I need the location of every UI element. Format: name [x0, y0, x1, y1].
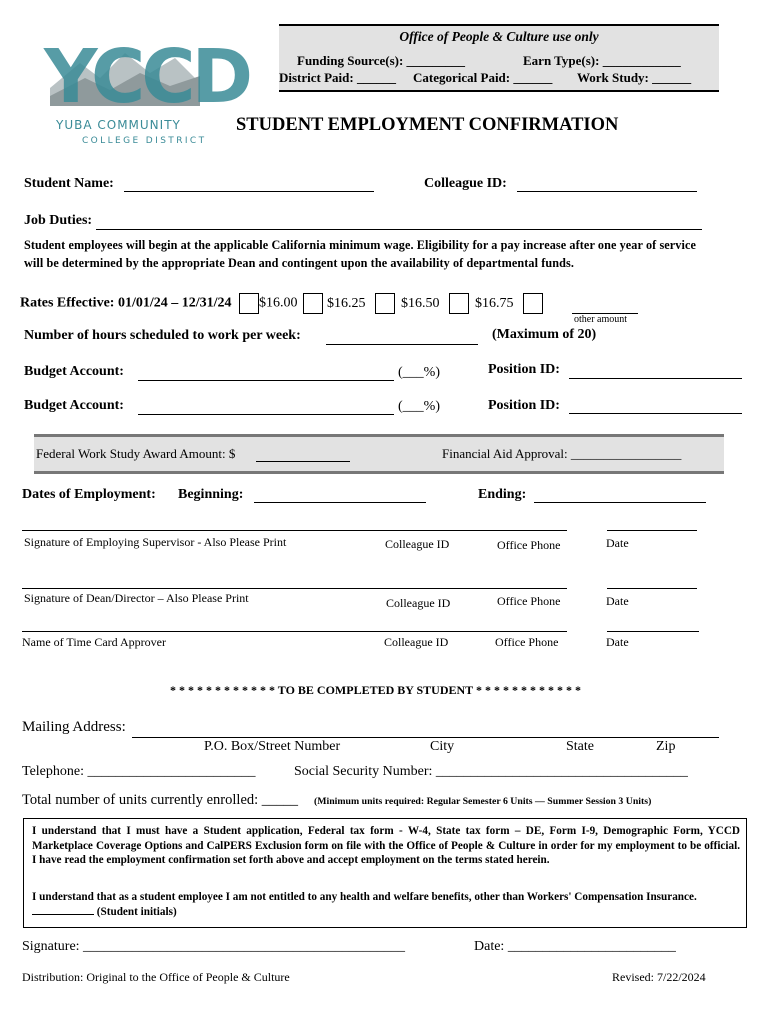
certification-paragraph-2 — [32, 890, 740, 919]
budget-account-field-2[interactable] — [138, 414, 394, 415]
ending-label: Ending: — [478, 487, 527, 502]
student-name-label: Student Name: — [24, 176, 114, 191]
position-id-field-1[interactable] — [569, 378, 742, 379]
work-study-field[interactable]: Work Study: ______ — [577, 70, 692, 85]
student-initials-label: (Student initials) — [96, 905, 177, 918]
position-id-field-2[interactable] — [569, 413, 742, 414]
beginning-label: Beginning: — [178, 487, 244, 502]
rate-checkbox-1650[interactable] — [375, 293, 395, 314]
categorical-paid-field[interactable]: Categorical Paid: ______ — [413, 70, 553, 85]
approver-date-line[interactable] — [607, 631, 699, 632]
colleague-id-field[interactable] — [517, 191, 697, 192]
funding-source-field[interactable]: Funding Source(s): _________ — [297, 53, 466, 68]
job-duties-field[interactable] — [96, 229, 702, 230]
rate-checkbox-1675[interactable] — [449, 293, 469, 314]
dates-employment-label: Dates of Employment: — [22, 487, 156, 502]
form-title: STUDENT EMPLOYMENT CONFIRMATION — [236, 115, 619, 135]
financial-aid-approval[interactable]: Financial Aid Approval: _________________ — [442, 446, 682, 461]
wage-notice: Student employees will begin at the applicable California minimum wage. Eligibility for a pay increase after one year of service will be determined by the appropriate Dean and contingent upon the availability of departmental funds. — [24, 238, 696, 270]
yccd-logo — [40, 28, 249, 153]
supervisor-signature-line[interactable] — [22, 530, 567, 531]
colleague-id-label: Colleague ID: — [424, 176, 507, 191]
hours-label: Number of hours scheduled to work per week: — [24, 328, 301, 343]
supervisor-date-line[interactable] — [607, 530, 697, 531]
hours-max: (Maximum of 20) — [492, 327, 597, 342]
budget-account-label-2: Budget Account: — [24, 398, 124, 413]
dean-signature-label: Signature of Dean/Director – Also Please Print — [24, 591, 249, 605]
budget-percent-2[interactable]: (___%) — [398, 399, 440, 414]
position-id-label-1: Position ID: — [488, 362, 560, 377]
district-paid-field[interactable]: District Paid: ______ — [279, 70, 396, 85]
logo-letters: YCCD — [44, 34, 249, 120]
mailing-address-label: Mailing Address: — [22, 719, 126, 735]
dean-date-line[interactable] — [607, 588, 697, 589]
dean-id-label: Colleague ID — [386, 596, 451, 610]
dean-signature-line[interactable] — [22, 588, 567, 589]
rate-checkbox-other[interactable] — [523, 293, 543, 314]
rate-option-1625: $16.25 — [327, 295, 366, 311]
job-duties-label: Job Duties: — [24, 213, 93, 228]
budget-account-field-1[interactable] — [138, 380, 394, 381]
rate-option-1650: $16.50 — [401, 295, 440, 311]
earn-type-field[interactable]: Earn Type(s): ____________ — [523, 53, 681, 68]
work-study-box — [34, 434, 724, 474]
approver-name-line[interactable] — [22, 631, 567, 632]
student-date-field[interactable]: Date: ________________________ — [474, 939, 676, 954]
rate-checkbox-1625[interactable] — [303, 293, 323, 314]
revision-date: Revised: 7/22/2024 — [612, 970, 706, 984]
other-amount-label: other amount — [574, 314, 628, 325]
rates-effective-label: Rates Effective: 01/01/24 – 12/31/24 — [20, 295, 232, 311]
logo-mark-icon — [40, 28, 249, 120]
rate-option-1675: $16.75 — [475, 295, 514, 311]
logo-line1: YUBA COMMUNITY — [56, 118, 181, 132]
fws-amount-label: Federal Work Study Award Amount: $ — [36, 446, 236, 461]
logo-line2: COLLEGE DISTRICT — [82, 136, 207, 146]
fws-amount-field[interactable] — [256, 461, 350, 462]
dean-date-label: Date — [606, 594, 629, 608]
office-use-title: Office of People & Culture use only — [399, 29, 599, 44]
student-name-field[interactable] — [124, 191, 374, 192]
student-signature-field[interactable]: Signature: ______________________________________________ — [22, 939, 406, 954]
units-requirement-note: (Minimum units required: Regular Semester 6 Units — Summer Session 3 Units) — [314, 796, 652, 807]
mailing-address-field[interactable] — [132, 737, 719, 738]
supervisor-id-label: Colleague ID — [385, 537, 450, 551]
units-enrolled-field[interactable]: Total number of units currently enrolled: _____ — [22, 792, 299, 808]
ssn-field[interactable]: Social Security Number: ____________________________________ — [294, 764, 688, 779]
office-use-box — [279, 24, 719, 92]
certification-box — [23, 818, 747, 928]
student-initials-field[interactable] — [32, 914, 94, 915]
address-street-label: P.O. Box/Street Number — [204, 739, 341, 754]
distribution-note: Distribution: Original to the Office of People & Culture — [22, 970, 290, 984]
rates-row — [20, 293, 543, 314]
budget-account-label-1: Budget Account: — [24, 364, 124, 379]
supervisor-signature-label: Signature of Employing Supervisor - Also Please Print — [24, 535, 287, 549]
budget-percent-1[interactable]: (___%) — [398, 365, 440, 380]
approver-id-label: Colleague ID — [384, 635, 449, 649]
dean-phone-label: Office Phone — [497, 594, 561, 608]
ending-field[interactable] — [534, 502, 706, 503]
address-city-label: City — [430, 739, 455, 754]
address-state-label: State — [566, 739, 594, 754]
approver-phone-label: Office Phone — [495, 635, 559, 649]
student-section-heading: * * * * * * * * * * * * TO BE COMPLETED BY STUDENT * * * * * * * * * * * * — [170, 683, 581, 697]
benefits-statement: I understand that as a student employee I am not entitled to any health and welfare benefits, other than Workers' Compensation Insurance. — [32, 891, 697, 903]
beginning-field[interactable] — [254, 502, 426, 503]
supervisor-phone-label: Office Phone — [497, 538, 561, 552]
approver-name-label: Name of Time Card Approver — [22, 635, 166, 649]
certification-paragraph-1: I understand that I must have a Student application, Federal tax form - W-4, State tax form – DE, Form I-9, Demographic Form, YCCD Marketplace Coverage Options and CalPERS Exclusion form on file with the Office of People & Culture in order for my employment to be official. I have read the employment confirmation set forth above and accept employment on the terms stated herein. — [32, 825, 740, 867]
rate-checkbox-1600[interactable] — [239, 293, 259, 314]
position-id-label-2: Position ID: — [488, 398, 560, 413]
supervisor-date-label: Date — [606, 536, 629, 550]
address-zip-label: Zip — [656, 739, 676, 754]
telephone-field[interactable]: Telephone: ________________________ — [22, 764, 256, 779]
hours-field[interactable] — [326, 344, 478, 345]
rate-option-1600: $16.00 — [259, 295, 298, 311]
approver-date-label: Date — [606, 635, 629, 649]
